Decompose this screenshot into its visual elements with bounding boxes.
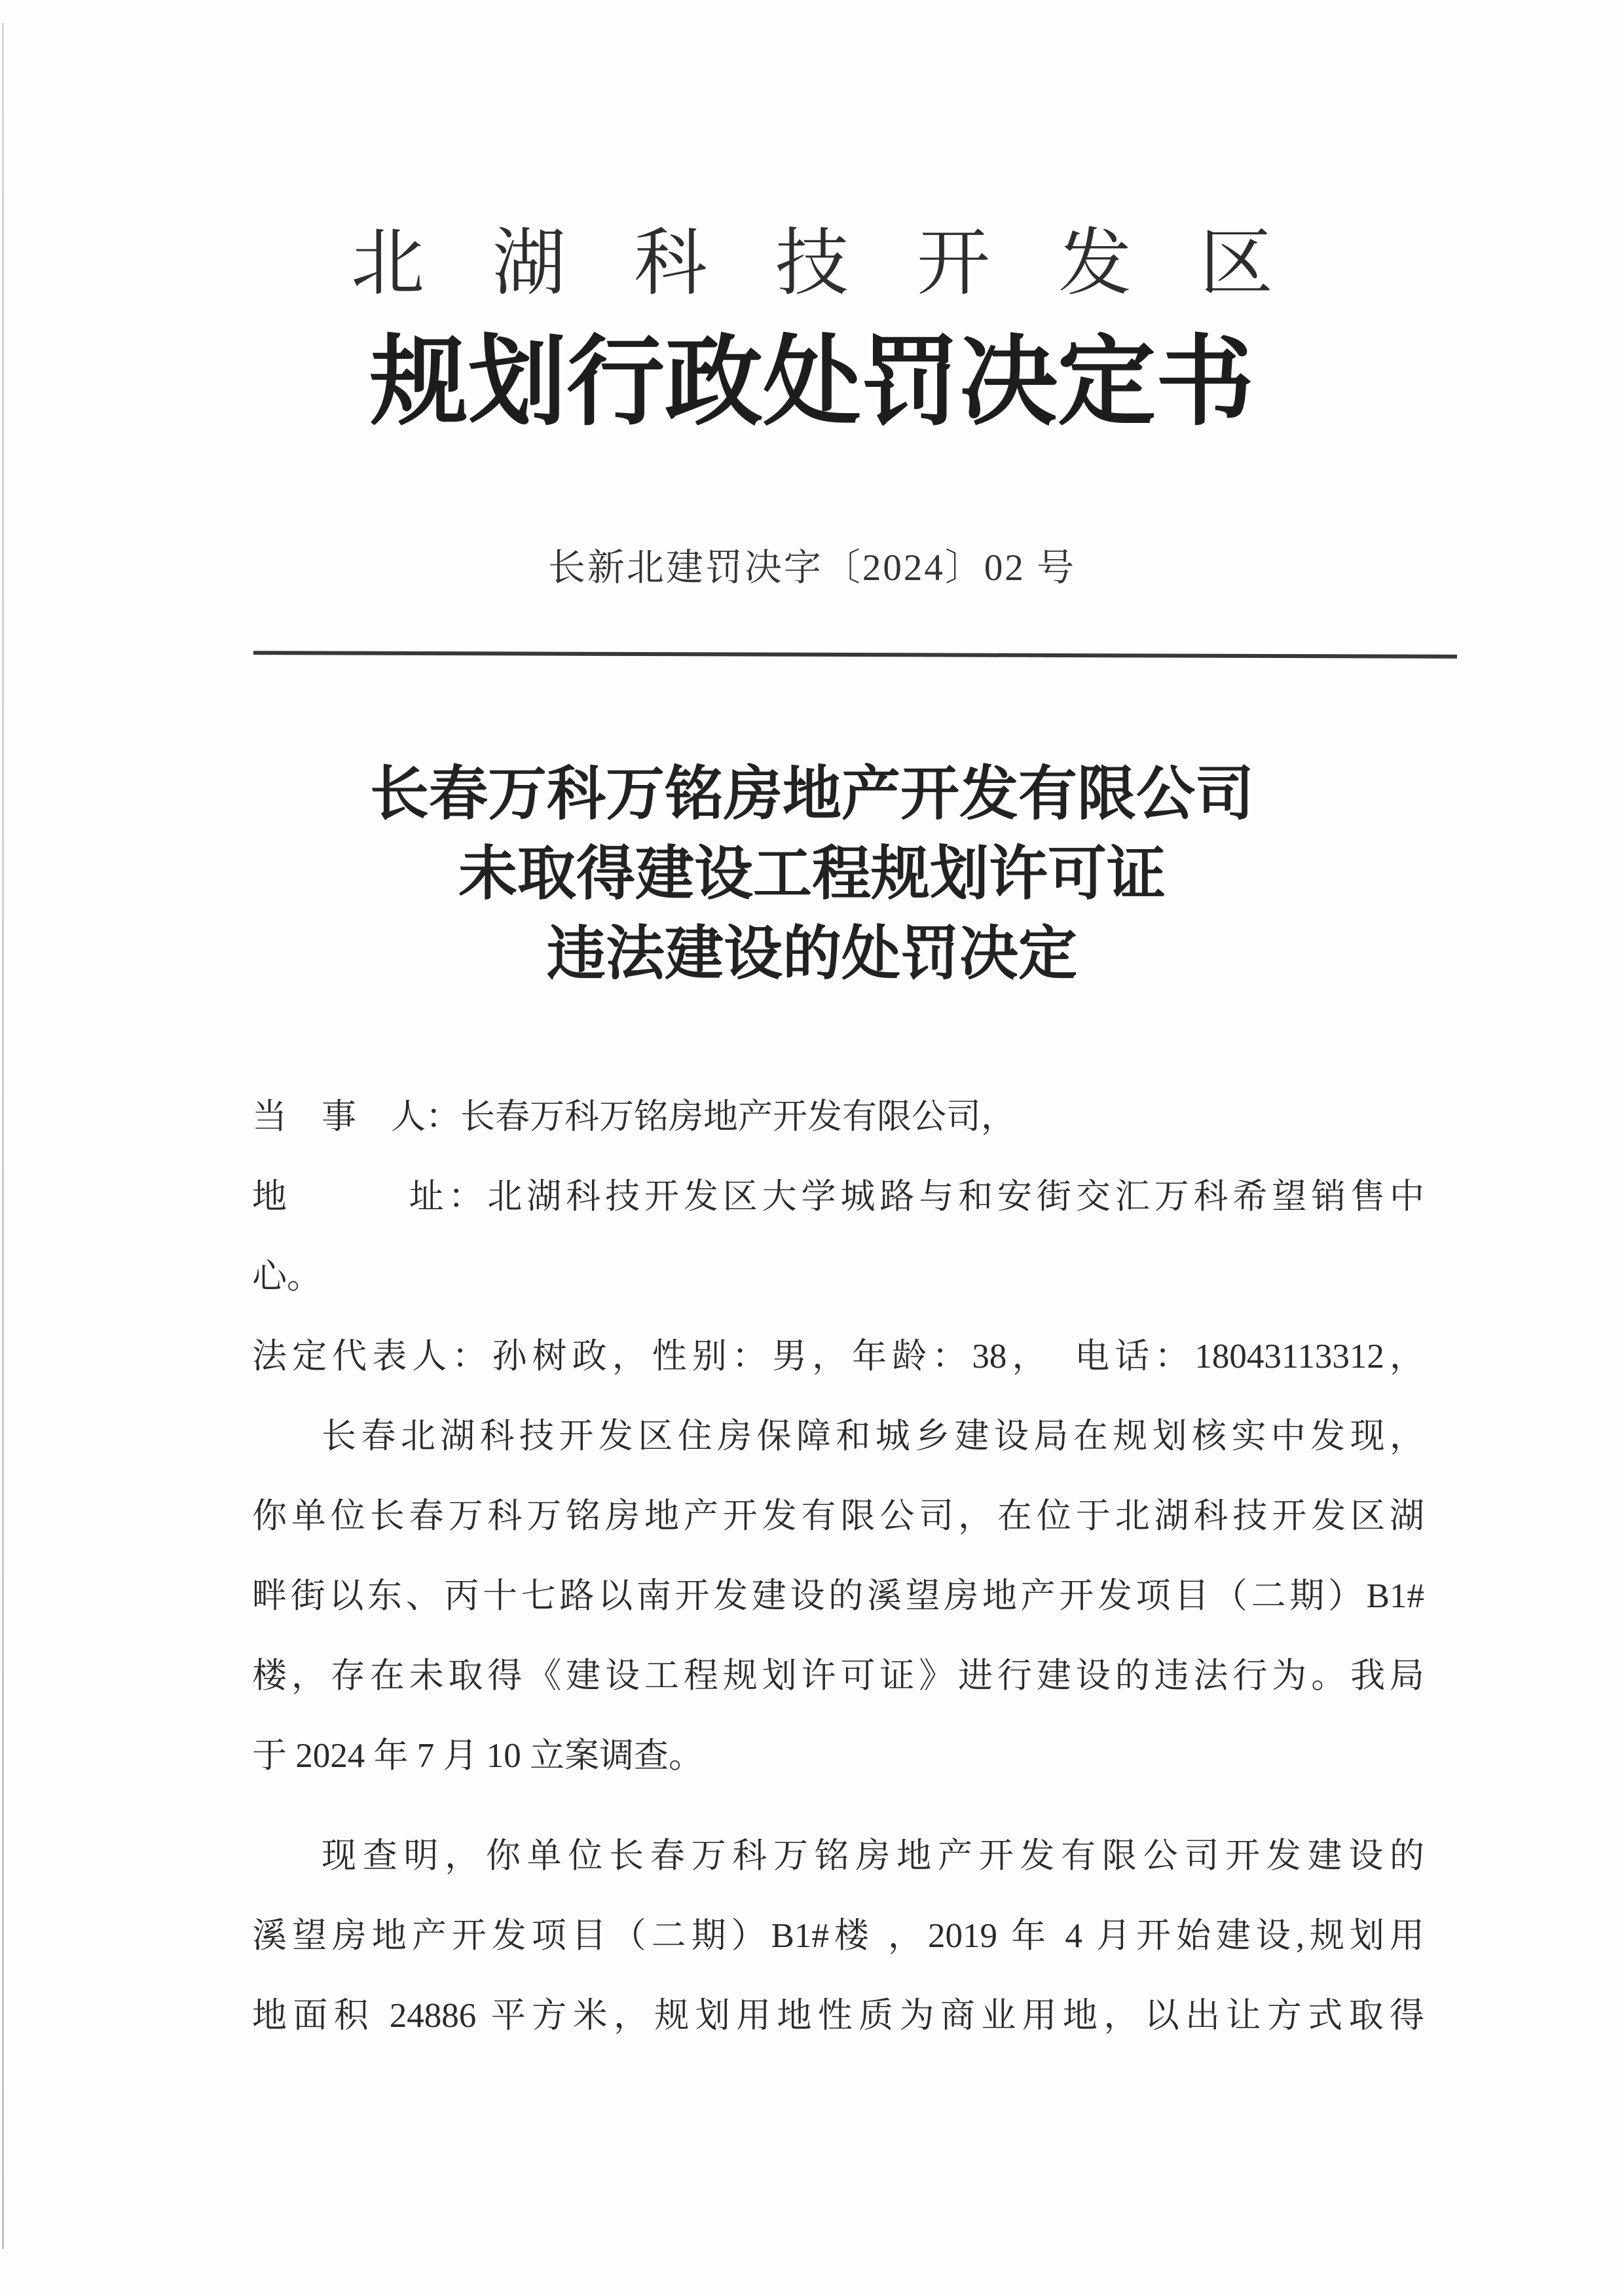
subject-line-1: 长春万科万铭房地产开发有限公司 <box>370 761 1254 827</box>
org-title: 北湖科技开发区 <box>351 223 1341 304</box>
body-line-para2-2: 溪望房地产开发项目（二期）B1#楼 ，2019 年 4 月开始建设,规划用 <box>252 1917 1424 1955</box>
body-line-legal-rep: 法定代表人：孙树政，性别：男，年龄：38， 电话：18043113312， <box>252 1338 1424 1376</box>
body-line-para1-4: 楼，存在未取得《建设工程规划许可证》进行建设的违法行为。我局 <box>252 1657 1424 1695</box>
body-line-para1-1: 长春北湖科技开发区住房保障和城乡建设局在规划核实中发现， <box>322 1417 1424 1455</box>
header-divider <box>253 651 1457 659</box>
doc-number: 长新北建罚决字〔2024〕02 号 <box>547 547 1077 589</box>
body-line-para2-3: 地面积 24886 平方米，规划用地性质为商业用地，以出让方式取得 <box>252 1997 1424 2035</box>
body-text <box>252 1077 1424 2056</box>
doc-type-title: 规划行政处罚决定书 <box>369 329 1254 437</box>
subject-title <box>0 754 1624 994</box>
body-line-para1-2: 你单位长春万科万铭房地产开发有限公司，在位于北湖科技开发区湖 <box>252 1497 1424 1535</box>
body-line-para1-5: 于 2024 年 7 月 10 立案调查。 <box>252 1737 703 1775</box>
body-line-party: 当 事 人：长春万科万铭房地产开发有限公司， <box>252 1098 1016 1136</box>
body-line-address-cont: 心。 <box>252 1258 322 1296</box>
subject-line-2: 未取得建设工程规划许可证 <box>458 841 1166 907</box>
body-line-address: 地 址：北湖科技开发区大学城路与和安街交汇万科希望销售中 <box>252 1178 1424 1216</box>
subject-line-3: 违法建设的处罚决定 <box>547 921 1077 987</box>
body-line-para1-3: 畔街以东、丙十七路以南开发建设的溪望房地产开发项目（二期）B1# <box>252 1577 1424 1615</box>
body-line-para2-1: 现查明，你单位长春万科万铭房地产开发有限公司开发建设的 <box>322 1837 1424 1875</box>
